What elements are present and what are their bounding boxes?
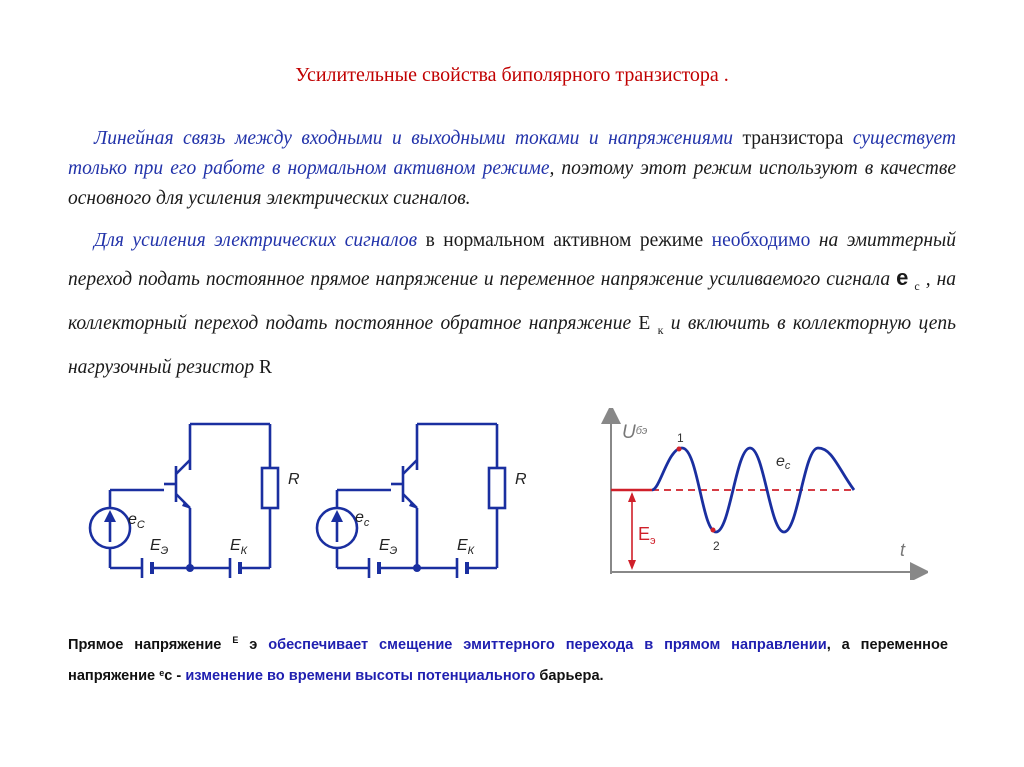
svg-text:EЭ <box>379 537 398 557</box>
note-text-2: э <box>238 637 269 653</box>
ec-sub: c <box>784 460 791 472</box>
ec-subscript: с <box>914 279 920 293</box>
r-symbol: R <box>258 357 272 378</box>
ec-label: e <box>776 453 785 470</box>
ee-sub: э <box>650 535 656 547</box>
c2-ek-sub: К <box>467 545 475 557</box>
c1-ec-sub: C <box>136 519 145 531</box>
circuit-diagram-1 <box>80 410 310 590</box>
c2-ek-label: E <box>457 537 468 554</box>
x-axis-label: t <box>900 540 906 560</box>
paragraph-amplification <box>68 222 956 386</box>
ec-symbol: е <box>896 265 909 290</box>
ee-label: E <box>638 524 651 544</box>
svg-text:EК <box>230 537 248 557</box>
c2-ee-label: E <box>379 537 390 554</box>
y-axis-label: U <box>622 422 636 443</box>
c1-ek-label: E <box>230 537 241 554</box>
circuit-diagram-2 <box>307 410 537 590</box>
p2-black-text: в нормальном активном режиме <box>417 230 712 251</box>
note-e-symbol: Е <box>232 635 239 645</box>
svg-text:EК <box>457 537 475 557</box>
p2-black-text-4: и включить в коллекторную цепь нагрузочный резистор <box>68 313 956 378</box>
p2-black-text-3: , на коллекторный переход подать постоянное обратное напряжение <box>68 269 956 334</box>
p1-blue-text: Линейная связь между входными и выходными токами и напряжениями <box>94 128 734 149</box>
p2-blue-necessary: необходимо <box>711 230 811 251</box>
svg-text:Uбэ <box>622 422 648 443</box>
note-blue-1: обеспечивает смещение эмиттерного перехода в прямом направлении <box>268 637 827 653</box>
note-text-4: с - <box>164 668 186 684</box>
p1-black-text-2: , поэтому этот режим используют в качестве основного для усиления электрических сигналов. <box>68 158 956 209</box>
c2-ec-sub: c <box>363 517 370 529</box>
c2-r-label: R <box>515 471 527 488</box>
slide-title: Усилительные свойства биполярного транзистора . <box>295 64 729 86</box>
note-text-5: барьера. <box>535 668 604 684</box>
svg-text:Eэ <box>638 524 656 547</box>
c1-ec-label: e <box>128 511 137 528</box>
note-text-1: Прямое напряжение <box>68 637 233 653</box>
svg-text:EЭ <box>150 537 169 557</box>
point-2-marker <box>711 528 716 533</box>
point-1-label: 1 <box>677 431 684 445</box>
ek-subscript: к <box>657 323 664 337</box>
note-ec-symbol: е <box>159 668 165 678</box>
c2-ec-label: e <box>355 509 364 526</box>
note-text-3: , а переменное напряжение <box>68 637 948 684</box>
paragraph-linear-relation <box>68 124 956 214</box>
c2-ee-sub: Э <box>389 545 398 557</box>
c1-ee-sub: Э <box>160 545 169 557</box>
point-1-marker <box>677 447 682 452</box>
p1-black-text: транзистора <box>733 128 853 149</box>
c1-ek-sub: К <box>240 545 248 557</box>
ek-symbol: Е <box>638 313 651 334</box>
svg-text:ec <box>776 453 791 472</box>
y-axis-sub: бэ <box>635 425 648 437</box>
bottom-note <box>68 626 948 690</box>
p2-black-text-2: на эмиттерный переход подать постоянное прямое напряжение и переменное напряжение усиливаемого сигнала <box>68 230 956 290</box>
c1-ee-label: E <box>150 537 161 554</box>
c1-r-label: R <box>288 471 300 488</box>
voltage-graph <box>598 408 928 580</box>
p2-blue-text: Для усиления электрических сигналов <box>94 230 418 251</box>
p1-blue-text-2: существует только при его работе в нормальном активном режиме <box>68 128 956 179</box>
point-2-label: 2 <box>713 539 720 553</box>
note-blue-2: изменение во времени высоты потенциального <box>185 668 536 684</box>
